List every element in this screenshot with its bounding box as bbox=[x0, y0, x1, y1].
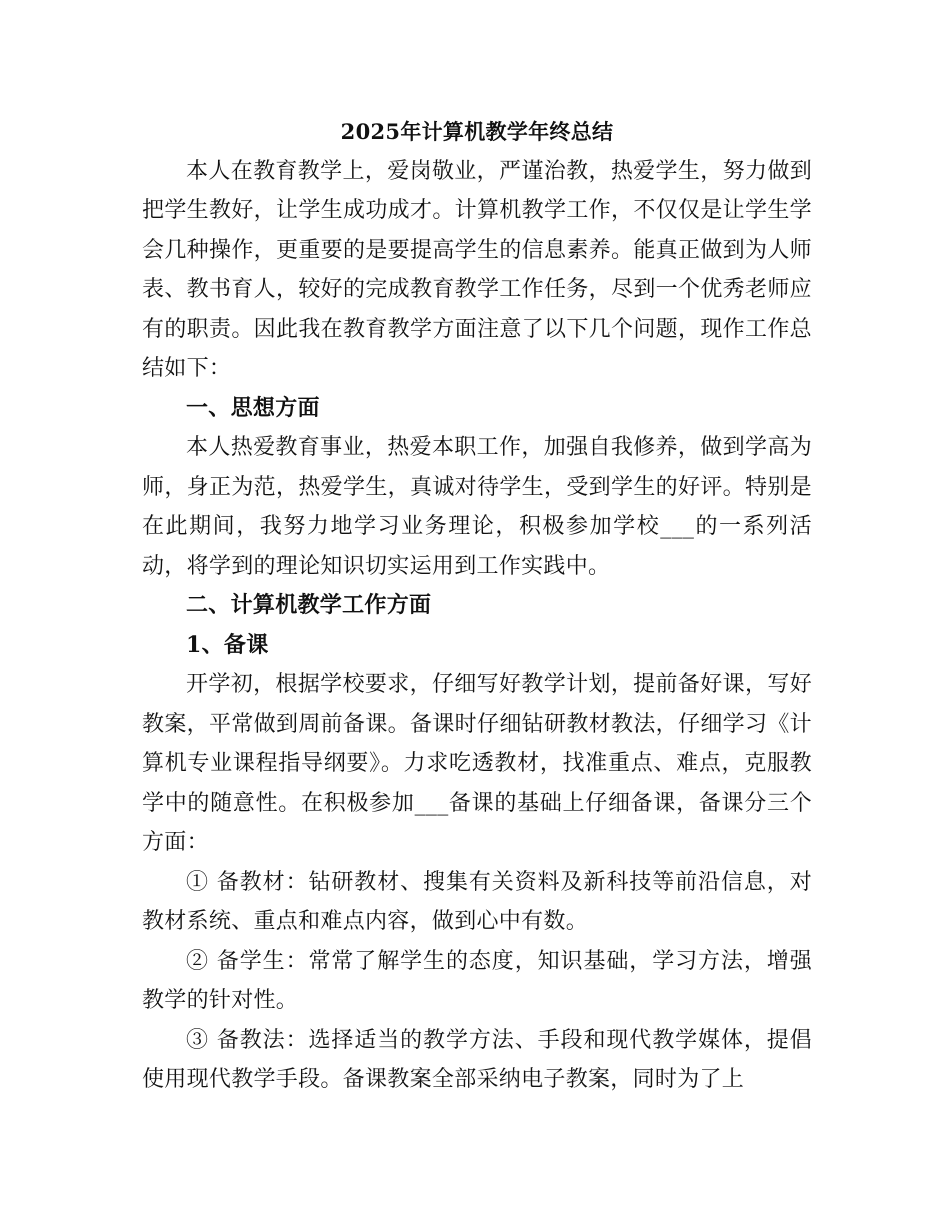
subsection-heading-lesson-prep: 1、备课 bbox=[186, 631, 269, 658]
section-heading-thought: 一、思想方面 bbox=[186, 394, 320, 421]
document-title: 2025年计算机教学年终总结 bbox=[340, 119, 614, 144]
section-paragraph-thought: 本人热爱教育事业，热爱本职工作，加强自我修养，做到学高为师，身正为范，热爱学生，真诚对待学生，受到学生的好评。特别是在此期间，我努力地学习业务理论，积极参加学校___的一系列活动，将学到的理论知识切实运用到工作实践中。 bbox=[142, 435, 812, 579]
list-item-materials: ① 备教材：钻研教材、搜集有关资料及新科技等前沿信息，对教材系统、重点和难点内容，做到心中有数。 bbox=[142, 869, 812, 934]
section-heading-teaching: 二、计算机教学工作方面 bbox=[186, 592, 432, 618]
list-item-students: ② 备学生：常常了解学生的态度，知识基础，学习方法，增强教学的针对性。 bbox=[142, 948, 812, 1013]
subsection-paragraph-lesson-prep: 开学初，根据学校要求，仔细写好教学计划，提前备好课，写好教案，平常做到周前备课。备课时仔细钻研教材教法，仔细学习《计算机专业课程指导纲要》。力求吃透教材，找准重点、难点，克服教学中的随意性。在积极参加___备课的基础上仔细备课，备课分三个方面： bbox=[142, 672, 812, 855]
list-item-methods: ③ 备教法：选择适当的教学方法、手段和现代教学媒体，提倡使用现代教学手段。备课教案全部采纳电子教案，同时为了上 bbox=[142, 1027, 812, 1092]
intro-paragraph: 本人在教育教学上，爱岗敬业，严谨治教，热爱学生，努力做到把学生教好，让学生成功成才。计算机教学工作，不仅仅是让学生学会几种操作，更重要的是要提高学生的信息素养。能真正做到为人师表、教书育人，较好的完成教育教学工作任务，尽到一个优秀老师应有的职责。因此我在教育教学方面注意了以下几个问题，现作工作总结如下： bbox=[142, 158, 812, 381]
document-body bbox=[142, 112, 812, 1100]
